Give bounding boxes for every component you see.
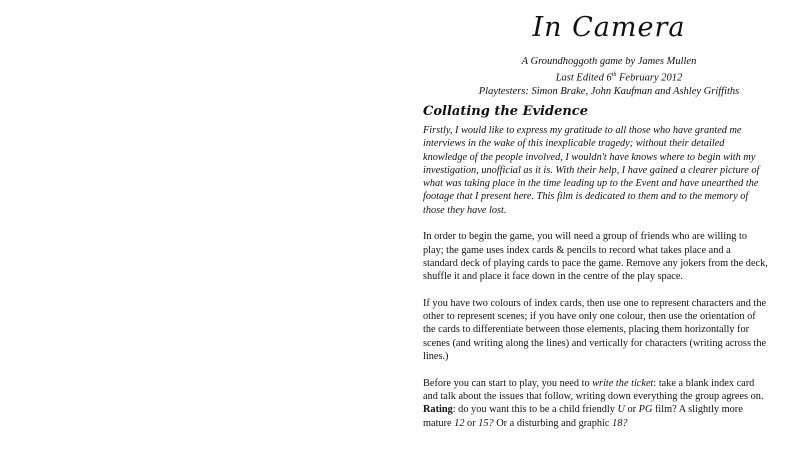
- paragraph-write-ticket: [423, 377, 768, 404]
- document-body: [423, 124, 768, 443]
- playtesters: Playtesters: Simon Brake, John Kaufman and Ashley Griffiths: [478, 85, 740, 97]
- paragraph-setup: In order to begin the game, you will need a group of friends who are willing to play; the game uses index cards & pencils to record what takes place and a standard deck of playing cards to pace the game. Remove any jokers from the deck, shuffle it and place it face down in the centre of the play space.: [423, 231, 768, 283]
- rating-label: Rating: [423, 404, 453, 416]
- ticket-text-before: Before you can start to play, you need to: [423, 377, 593, 389]
- last-edited-day: Last Edited 6: [555, 72, 612, 83]
- rating-text-3: film? A slightly more mature: [423, 404, 743, 429]
- document-page: [418, 0, 800, 450]
- last-edited-date: February 2012: [616, 72, 683, 83]
- rating-text-1: : do you want this to be a child friendly: [452, 404, 618, 416]
- paragraph-index-cards: If you have two colours of index cards, then use one to represent characters and the other to represent scenes; if you have only one colour, then use the orientation of the cards to differentiate between those elements, placing them horizontally for scenes (and writing along the lines) and vertically for characters (writing across the lines.): [423, 297, 767, 363]
- document-meta: [418, 55, 800, 98]
- section-heading: Collating the Evidence: [423, 104, 588, 119]
- intro-paragraph: Firstly, I would like to express my gratitude to all those who have granted me interviews in the wake of this inexplicable tragedy; without their detailed knowledge of the people involved, I wouldn't have knows where to begin with my investigation, unofficial as it is. With their help, I have gained a clearer picture of what was taking place in the time leading up to the Event and have unearthed the footage that I present here. This film is dedicated to them and to the memory of those they have lost.: [423, 125, 760, 216]
- byline: A Groundhoggoth game by James Mullen: [521, 56, 697, 67]
- rating-text-2: or: [624, 404, 639, 416]
- last-edited-suffix-sup: th: [611, 71, 617, 78]
- rating-12: 12: [454, 417, 465, 429]
- rating-pg: PG: [638, 404, 653, 416]
- ticket-emphasis: write the ticket: [592, 377, 654, 389]
- rating-u: U: [617, 404, 625, 416]
- rating-text-5: Or a disturbing and graphic: [493, 417, 613, 429]
- paragraph-rating: [423, 403, 768, 430]
- rating-15: 15?: [478, 417, 494, 429]
- ticket-text-after: : take a blank index card and talk about the issues that follow, writing down everything the group agrees on.: [423, 377, 764, 402]
- rating-text-4: or: [464, 417, 479, 429]
- rating-18: 18?: [612, 417, 628, 429]
- last-edited: [418, 69, 800, 85]
- document-title: In Camera: [532, 12, 686, 43]
